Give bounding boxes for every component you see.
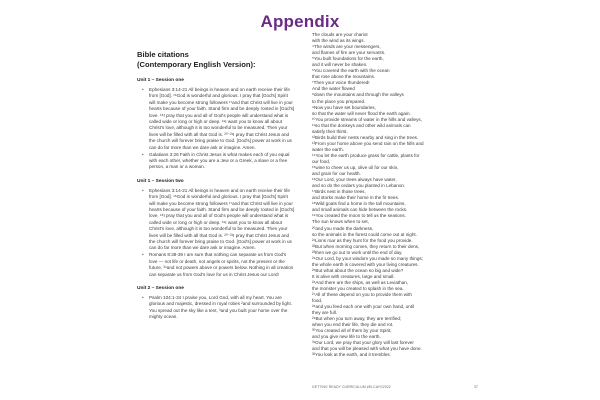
text-line: ¹³From your home above you send rain on the hills and: [312, 140, 424, 146]
left-column: [137, 50, 295, 321]
citation-item: • Ephesians 3:14-21 All beings in heaven and on earth receive their life from [God]. ¹⁶God is wonderful and glorious. I pray that [God's] Spirit will make you become strong followers ¹⁷and that Christ will live in your hearts because of your faith. Stand firm and be deeply rooted in [God's] love. ¹⁸I pray that you and all of God's people will understand what is called wide or long or high or deep. ¹⁹I want you to know all about Christ's love, although it is too wonderful to be measured. Then your lives will be filled with all that God is. ²⁰⁻²¹I pray that Christ Jesus and the church will forever bring praise to God. [God's] power at work in us can do far more than we dare ask or imagine. Amen.: [149, 87, 295, 151]
text-line: and storks make their home in the fir trees.: [312, 195, 400, 201]
text-line: water the earth.: [312, 146, 344, 152]
citation-item: • Ephesians 3:14-21 All beings in heaven and on earth receive their life from [God]. ¹⁶God is wonderful and glorious. I pray that [God's] Spirit will make you become strong followers ¹⁷and that Christ will live in your hearts because of your faith. Stand firm and be deeply rooted in [God's] love. ¹⁸I pray that you and all of God's people will understand what is called wide or long or high or deep. ¹⁹I want you to know all about Christ's love, although it is too wonderful to be measured. Then your lives will be filled with all that God is. ²⁰⁻²¹I pray that Christ Jesus and the church will forever bring praise to God. [God's] power at work in us can do far more than we dare ask or imagine. Amen.: [149, 188, 295, 252]
text-line: the monster you created to splash in the sea.: [312, 285, 404, 291]
citation-item: • Galatians 3:26 Faith in Christ Jesus is what makes each of you equal with each other, whether you are a Jew or a Greek, a slave or a free person, a man or a woman.: [149, 152, 295, 171]
text-line: ¹⁷Birds nest in those trees,: [312, 189, 366, 195]
unit-heading: Unit 1 – Session two: [137, 178, 184, 184]
text-line: ¹²Birds build their nests nearby and sing in the trees.: [312, 134, 419, 140]
text-line: ²²But when morning comes, they return to their dens,: [312, 243, 420, 249]
unit-heading: Unit 2 – Session one: [137, 285, 184, 291]
text-line: and that you will be pleased with what you have done.: [312, 346, 422, 352]
right-column: [312, 32, 477, 359]
text-line: our food,: [312, 158, 331, 164]
text-line: The sun knows when to set,: [312, 219, 369, 225]
text-line: they are full.: [312, 310, 338, 316]
text-line: ²⁷All of these depend on you to provide them with: [312, 292, 412, 298]
citation-list: [137, 87, 295, 171]
unit-heading: Unit 1 – Session one: [137, 78, 184, 83]
page-number: 37: [474, 385, 478, 389]
text-line: ¹¹so that the donkeys and other wild animals can: [312, 122, 411, 128]
text-line: The clouds are your chariot: [312, 32, 368, 37]
citation-list: [137, 188, 295, 278]
text-line: ³¹Our Lord, we pray that your glory will last forever: [312, 340, 414, 346]
text-line: ¹⁰You provide streams of water in the hills and valleys,: [312, 116, 422, 122]
page-title: Appendix: [260, 12, 340, 31]
text-line: ⁸down the mountains and through the valleys: [312, 92, 404, 98]
text-line: ⁴The winds are your messengers,: [312, 44, 381, 50]
text-line: so that the water will never flood the earth again.: [312, 110, 411, 116]
text-line: with the wind as its wings.: [312, 38, 365, 44]
text-line: ²⁶And there are the ships, as well as Leviathan,: [312, 279, 409, 285]
text-line: and you give new life to the earth.: [312, 334, 381, 340]
text-line: ¹⁶Our Lord, your trees always have water,: [312, 177, 397, 183]
text-line: and grain for our health.: [312, 171, 361, 177]
psalm-text: [312, 32, 477, 359]
citation-list: [137, 295, 295, 321]
text-line: ⁵You built foundations for the earth,: [312, 56, 384, 62]
text-line: It is alive with creatures, large and small.: [312, 273, 395, 279]
text-line: ¹⁸Wild goats find a home in the tall mountains,: [312, 201, 406, 207]
text-line: and small animals can hide between the rocks.: [312, 207, 408, 213]
text-line: ²⁰and you made the darkness,: [312, 225, 374, 231]
text-line: and flames of fire are your servants.: [312, 50, 386, 56]
citation-item: • Romans 8:38-39 I am sure that nothing can separate us from God's love — not life or death, not angels or spirits, not the present or the future, ³⁹and not powers above or powers below. Nothing in all creation can separate us from God's love for us in Christ Jesus our Lord!: [149, 252, 295, 278]
text-line: and it will never be shaken.: [312, 62, 368, 68]
footer-curriculum: GETTING READY CURRICULUM #ELCAYG2022: [312, 385, 391, 389]
text-line: and so do the cedars you planted in Lebanon.: [312, 183, 406, 189]
text-line: ¹⁴You let the earth produce grass for cattle, plants for: [312, 152, 420, 158]
text-line: ²⁵But what about the ocean so big and wide?: [312, 267, 404, 273]
text-line: to the place you prepared.: [312, 98, 366, 104]
text-line: ²³then we go out to work until the end of day.: [312, 249, 403, 255]
text-line: ⁷Then your voice thundered!: [312, 80, 370, 86]
heading-line-1: Bible citations: [137, 50, 189, 59]
text-line: so the animals in the forest could come out at night.: [312, 231, 417, 237]
text-line: ¹⁹You created the moon to tell us the seasons.: [312, 213, 406, 219]
citation-item: • Psalm 104:1-34 I praise you, Lord God, with all my heart. You are glorious and majestic, dressed in royal robes ²and surrounded by light. You spread out the sky like a tent, ³and you built your home over the mighty ocean.: [149, 295, 295, 321]
text-line: the whole earth is covered with your living creatures.: [312, 261, 419, 267]
text-line: ¹⁵wine to cheer us up, olive oil for our skin,: [312, 165, 399, 171]
text-line: ³⁰You created all of them by your Spirit,: [312, 328, 392, 334]
text-line: ²⁹But when you turn away, they are terrified;: [312, 316, 402, 322]
text-line: that rose above the mountains.: [312, 74, 376, 80]
text-line: ³²You look at the earth, and it trembles.: [312, 352, 391, 358]
text-line: ⁶You covered the earth with the ocean: [312, 68, 390, 74]
text-line: ²⁸and you feed each one with your own hand, until: [312, 304, 415, 310]
text-line: ²⁴Our Lord, by your wisdom you made so many things;: [312, 255, 423, 261]
text-line: ⁹Now you have set boundaries,: [312, 104, 376, 110]
heading-line-2: (Contemporary English Version):: [137, 59, 256, 69]
text-line: satisfy their thirst.: [312, 128, 348, 134]
text-line: And the water flowed: [312, 86, 355, 92]
text-line: when you end their life, they die and rot.: [312, 322, 394, 328]
text-line: food,: [312, 298, 323, 304]
section-heading: [137, 50, 295, 69]
text-line: ²¹Lions roar as they hunt for the food you provide.: [312, 237, 413, 243]
